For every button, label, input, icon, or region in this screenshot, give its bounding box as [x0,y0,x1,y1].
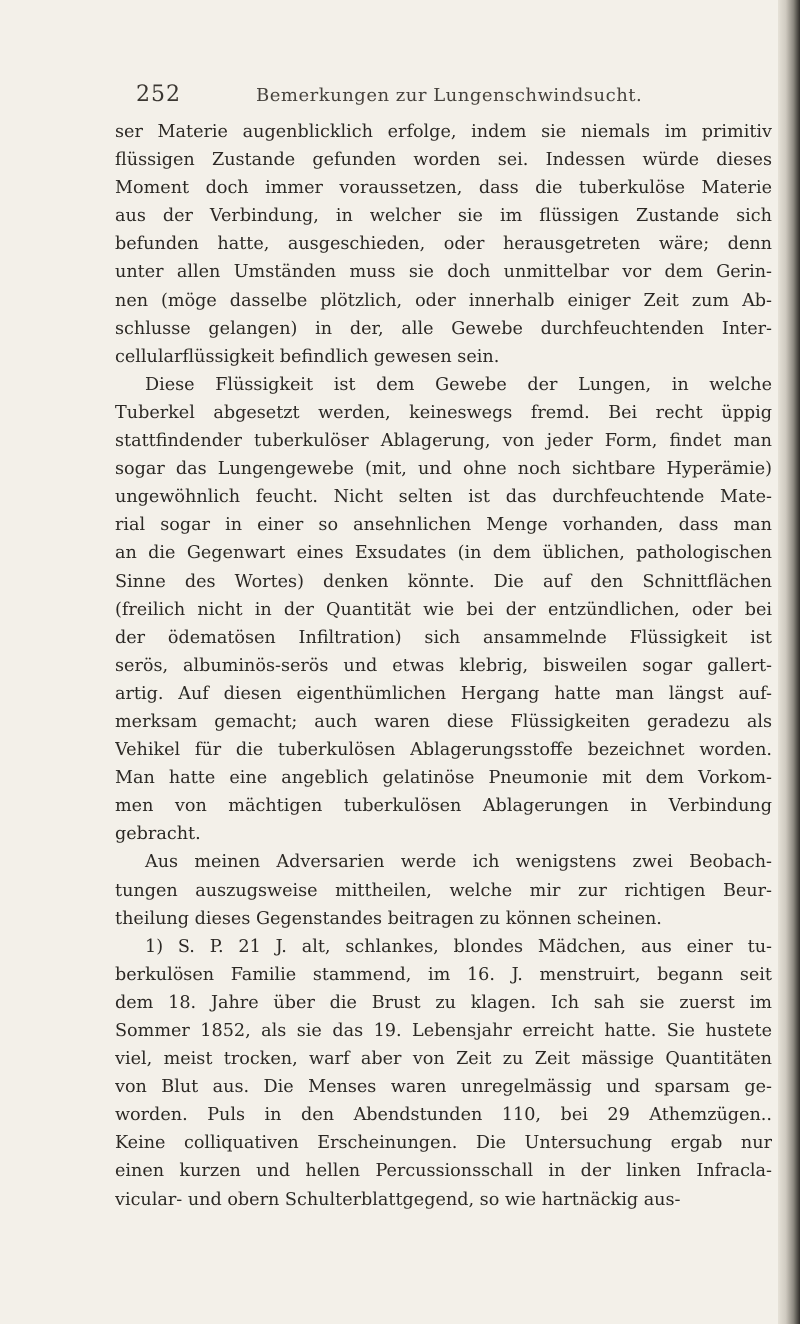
text-line: einen kurzen und hellen Percussionsschall in der linken Infracla- [115,1161,772,1182]
text-line: Aus meinen Adversarien werde ich wenigstens zwei Beobach- [145,852,772,873]
text-line: von Blut aus. Die Menses waren unregelmässig und sparsam ge- [115,1077,772,1098]
text-line: flüssigen Zustande gefunden worden sei. Indessen würde dieses [115,150,772,171]
text-line: tungen auszugsweise mittheilen, welche mir zur richtigen Beur- [115,880,772,901]
text-line: unter allen Umständen muss sie doch unmittelbar vor dem Gerin- [115,262,772,283]
page-binding-edge [778,0,800,1324]
text-line: sogar das Lungengewebe (mit, und ohne noch sichtbare Hyperämie) [115,459,772,480]
text-line: dem 18. Jahre über die Brust zu klagen. Ich sah sie zuerst im [115,992,772,1013]
text-line: rial sogar in einer so ansehnlichen Menge vorhanden, dass man [115,515,772,536]
text-line: (freilich nicht in der Quantität wie bei der entzündlichen, oder bei [115,599,772,620]
text-line: Keine colliquativen Erscheinungen. Die Untersuchung ergab nur [115,1133,772,1154]
text-line: an die Gegenwart eines Exsudates (in dem üblichen, pathologischen [115,543,772,564]
text-line: Moment doch immer voraussetzen, dass die tuberkulöse Materie [115,178,772,199]
text-line: Man hatte eine angeblich gelatinöse Pneumonie mit dem Vorkom- [115,768,772,789]
text-line: worden. Puls in den Abendstunden 110, bei 29 Athemzügen.. [115,1105,772,1126]
text-line: merksam gemacht; auch waren diese Flüssigkeiten geradezu als [115,711,772,732]
text-line: Sinne des Wortes) denken könnte. Die auf den Schnittflächen [115,571,772,592]
text-line: Diese Flüssigkeit ist dem Gewebe der Lungen, in welche [145,374,772,395]
body-text [115,118,772,1214]
text-line: ser Materie augenblicklich erfolge, indem sie niemals im primitiv [115,122,772,142]
text-line: ungewöhnlich feucht. Nicht selten ist das durchfeuchtende Mate- [115,487,772,508]
text-line: nen (möge dasselbe plötzlich, oder innerhalb einiger Zeit zum Ab- [115,290,772,311]
page-number: 252 [136,82,181,107]
text-line: gebracht. [115,824,201,845]
text-line: Vehikel für die tuberkulösen Ablagerungsstoffe bezeichnet worden. [115,740,772,761]
text-line: 1) S. P. 21 J. alt, schlankes, blondes Mädchen, aus einer tu- [145,936,772,957]
text-line: viel, meist trocken, warf aber von Zeit zu Zeit mässige Quantitäten [115,1049,772,1070]
text-line: berkulösen Familie stammend, im 16. J. menstruirt, begann seit [115,964,772,985]
text-line: schlusse gelangen) in der, alle Gewebe durchfeuchtenden Inter- [115,318,772,339]
text-line: Tuberkel abgesetzt werden, keineswegs fremd. Bei recht üppig [115,402,772,423]
text-line: artig. Auf diesen eigenthümlichen Hergang hatte man längst auf- [115,683,772,704]
text-line: aus der Verbindung, in welcher sie im flüssigen Zustande sich [115,206,772,227]
text-line: cellularflüssigkeit befindlich gewesen sein. [115,346,500,367]
text-line: serös, albuminös-serös und etwas klebrig, bisweilen sogar gallert- [115,655,772,676]
running-head: Bemerkungen zur Lungenschwindsucht. [256,85,643,106]
page-header [136,82,776,112]
text-line: der ödematösen Infiltration) sich ansammelnde Flüssigkeit ist [115,627,772,648]
text-line: befunden hatte, ausgeschieden, oder herausgetreten wäre; denn [115,234,772,255]
text-line: Sommer 1852, als sie das 19. Lebensjahr erreicht hatte. Sie hustete [115,1021,772,1041]
text-line: stattfindender tuberkulöser Ablagerung, von jeder Form, findet man [115,431,772,452]
text-line: men von mächtigen tuberkulösen Ablagerungen in Verbindung [115,796,772,817]
text-line: vicular- und obern Schulterblattgegend, so wie hartnäckig aus- [115,1189,681,1210]
text-line: theilung dieses Gegenstandes beitragen zu können scheinen. [115,908,662,929]
